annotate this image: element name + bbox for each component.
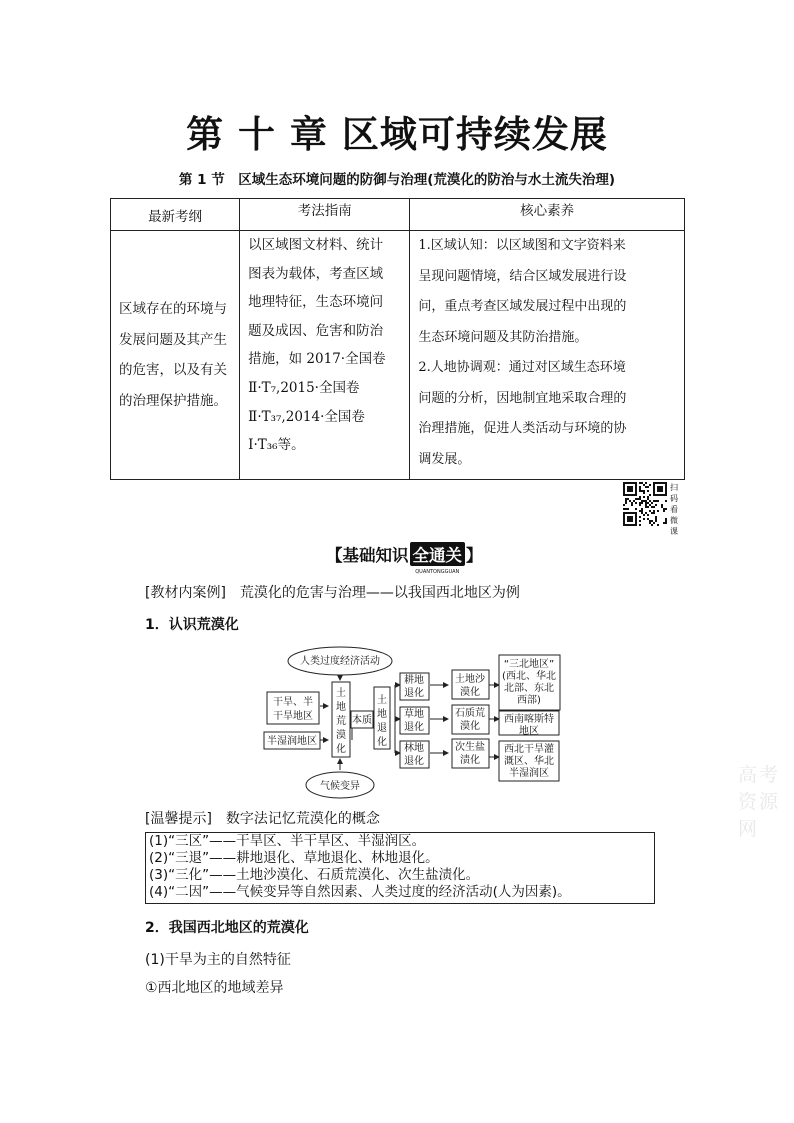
desertification-form-label: 次生盐 <box>455 742 485 753</box>
banner-right: 】 <box>466 546 483 565</box>
arid-label: 干旱、半 <box>273 697 313 708</box>
arid-label: 干旱地区 <box>273 711 313 722</box>
human-activity-label: 人类过度经济活动 <box>300 656 380 667</box>
syllabus-table <box>110 198 685 480</box>
degradation-type-label: 退化 <box>404 722 424 733</box>
method-line: Ⅱ·T₇,2015·全国卷 <box>248 379 360 396</box>
literacy-line: 2.人地协调观：通过对区域生态环境 <box>418 360 626 375</box>
method-line: 题及成因、危害和防治 <box>248 322 384 339</box>
region-label: 半湿润区 <box>509 768 549 779</box>
literacy-line: 生态环境问题及其防治措施。 <box>418 329 588 345</box>
chapter-title: 第 十 章 区域可持续发展 <box>186 113 608 156</box>
subheading-regional-differences: ①西北地区的地域差异 <box>145 980 284 996</box>
tip-line-1: (1)“三区”——干旱区、半干旱区、半湿润区。 <box>149 833 426 849</box>
essence-label: 本质 <box>352 715 372 726</box>
qr-code-icon[interactable] <box>623 482 667 526</box>
degradation-label: 地 <box>377 709 387 720</box>
header-method: 考法指南 <box>240 199 410 231</box>
subheading-arid-features: (1)干旱为主的自然特征 <box>145 952 291 968</box>
desertification-label: 土 <box>336 688 346 699</box>
method-line: 措施，如 2017·全国卷 <box>248 351 386 368</box>
header-syllabus: 最新考纲 <box>111 199 240 231</box>
method-cell <box>240 231 410 480</box>
tip-line-2: (2)“三退”——耕地退化、草地退化、林地退化。 <box>149 850 439 866</box>
degradation-type-label: 退化 <box>404 756 424 767</box>
literacy-line: 问题的分析，因地制宜地采取合理的 <box>418 390 627 406</box>
semi-humid-label: 半湿润地区 <box>267 736 317 747</box>
desertification-diagram <box>262 645 556 797</box>
region-label: (西北、华北 <box>502 671 556 682</box>
degradation-label: 化 <box>377 737 387 748</box>
region-label: 西部) <box>517 695 541 706</box>
method-line: Ⅰ·T₃₆等。 <box>248 437 305 454</box>
desertification-form-label: 石质荒 <box>455 708 485 719</box>
degradation-type-label: 退化 <box>404 688 424 699</box>
literacy-line: 1.区域认知：以区域图和文字资料来 <box>418 238 626 253</box>
literacy-cell <box>410 231 685 480</box>
desertification-form-label: 漠化 <box>460 687 480 698</box>
method-line: 地理特征，生态环境问 <box>248 294 384 311</box>
desertification-form-label: 渍化 <box>460 755 480 766</box>
degradation-label: 退 <box>377 723 387 734</box>
degradation-label: 土 <box>377 695 387 706</box>
banner-left: 【基础知识 <box>326 546 409 565</box>
method-line: 图表为载体，考查区域 <box>248 265 384 282</box>
literacy-line: 问，重点考查区域发展过程中出现的 <box>418 299 627 314</box>
literacy-line: 调发展。 <box>418 451 471 467</box>
region-label: “三北地区” <box>503 659 555 670</box>
degradation-type-label: 草地 <box>404 709 424 720</box>
desertification-form-label: 漠化 <box>460 721 480 732</box>
region-label: 西南喀斯特 <box>504 714 554 725</box>
degradation-type-label: 林地 <box>404 743 424 754</box>
watermark: 高考资源网 <box>738 764 781 840</box>
tip-line-4: (4)“二因”——气候变异等自然因素、人类过度的经济活动(人为因素)。 <box>149 884 571 900</box>
banner-pill <box>410 542 466 575</box>
literacy-text <box>410 231 684 475</box>
region-label: 西北干旱灌 <box>504 744 554 755</box>
qr-caption: 扫码看微课 <box>670 483 678 536</box>
tip-title: [温馨提示] 数字法记忆荒漠化的概念 <box>145 811 380 827</box>
literacy-line: 呈现问题情境，结合区域发展进行设 <box>418 268 627 284</box>
table-row <box>111 231 685 480</box>
region-label: 北部、东北 <box>504 683 554 694</box>
method-line: Ⅱ·T₃₇,2014·全国卷 <box>248 408 365 425</box>
degradation-type-label: 耕地 <box>404 675 424 686</box>
section-title: 第 1 节 区域生态环境问题的防御与治理(荒漠化的防治与水土流失治理) <box>178 172 616 188</box>
desertification-label: 荒 <box>336 716 346 727</box>
heading-recognize-desertification: 1．认识荒漠化 <box>145 617 239 633</box>
syllabus-cell <box>111 231 240 480</box>
region-label: 溉区、华北 <box>504 756 554 767</box>
tip-box <box>145 832 655 904</box>
desertification-label: 化 <box>336 744 346 755</box>
tip-line-3: (3)“三化”——土地沙漠化、石质荒漠化、次生盐渍化。 <box>149 867 480 883</box>
case-line: [教材内案例] 荒漠化的危害与治理——以我国西北地区为例 <box>145 585 520 601</box>
banner-pill-sub: QUANTONGGUAN <box>415 569 460 575</box>
region-label: 地区 <box>519 726 539 737</box>
desertification-label: 漠 <box>336 730 346 741</box>
syllabus-text: 区域存在的环境与发展问题及其产生的危害，以及有关的治理保护措施。 <box>119 301 227 409</box>
heading-northwest-desertification: 2．我国西北地区的荒漠化 <box>145 920 309 936</box>
header-literacy: 核心素养 <box>410 199 685 231</box>
literacy-line: 治理措施，促进人类活动与环境的协 <box>418 421 627 436</box>
banner-pill-text: 全通关 <box>412 546 462 565</box>
climate-label: 气候变异 <box>320 781 360 792</box>
desertification-form-label: 土地沙 <box>455 674 485 685</box>
table-header-row <box>111 199 685 231</box>
method-text <box>240 231 409 460</box>
method-line: 以区域图文材料、统计 <box>248 237 384 253</box>
section-banner <box>326 542 483 575</box>
desertification-label: 地 <box>336 702 346 713</box>
